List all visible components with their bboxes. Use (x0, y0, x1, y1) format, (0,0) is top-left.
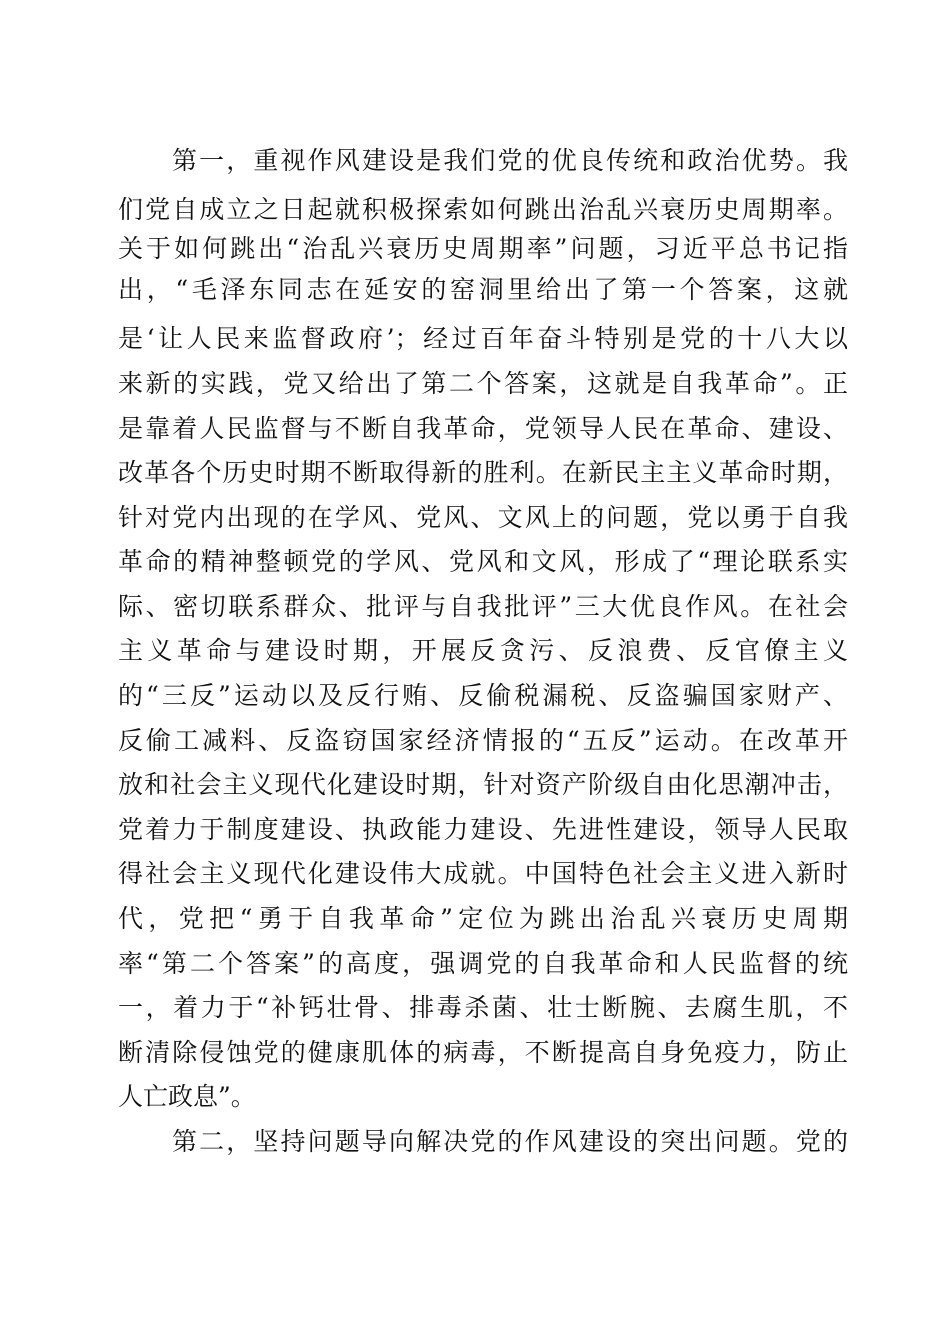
paragraph-1-line-6: 来新的实践，党又给出了第二个答案，这就是自我革命”。正 (118, 369, 848, 398)
paragraph-1-line-4: 出，“毛泽东同志在延安的窑洞里给出了第一个答案，这就 (118, 275, 848, 304)
paragraph-1-line-3: 关于如何跳出“治乱兴衰历史周期率”问题，习近平总书记指 (118, 234, 848, 263)
paragraph-1-line-2: 们党自成立之日起就积极探索如何跳出治乱兴衰历史周期率。 (118, 195, 848, 224)
paragraph-1-line-14: 反偷工减料、反盗窃国家经济情报的“五反”运动。在改革开 (118, 726, 848, 755)
paragraph-1-line-17: 得社会主义现代化建设伟大成就。中国特色社会主义进入新时 (118, 859, 848, 888)
paragraph-2-line-1: 第二，坚持问题导向解决党的作风建设的突出问题。党的 (172, 1127, 848, 1156)
paragraph-1-line-16: 党着力于制度建设、执政能力建设、先进性建设，领导人民取 (118, 815, 848, 844)
paragraph-1-line-18: 代，党把“勇于自我革命”定位为跳出治乱兴衰历史周期 (118, 904, 848, 933)
paragraph-1-line-21: 断清除侵蚀党的健康肌体的病毒，不断提高自身免疫力，防止 (118, 1038, 848, 1067)
paragraph-1-line-5: 是‘让人民来监督政府’；经过百年奋斗特别是党的十八大以 (118, 324, 848, 353)
paragraph-1-line-20: 一，着力于“补钙壮骨、排毒杀菌、壮士断腕、去腐生肌，不 (118, 993, 848, 1022)
paragraph-1-line-11: 际、密切联系群众、批评与自我批评”三大优良作风。在社会 (118, 592, 848, 621)
paragraph-1-line-7: 是靠着人民监督与不断自我革命，党领导人民在革命、建设、 (118, 414, 848, 443)
paragraph-1-line-9: 针对党内出现的在学风、党风、文风上的问题，党以勇于自我 (118, 503, 848, 532)
paragraph-1-line-15: 放和社会主义现代化建设时期，针对资产阶级自由化思潮冲击， (118, 770, 848, 799)
paragraph-1-line-22: 人亡政息”。 (118, 1082, 256, 1111)
paragraph-1-line-10: 革命的精神整顿党的学风、党风和文风，形成了“理论联系实 (118, 547, 848, 576)
paragraph-1-line-13: 的“三反”运动以及反行贿、反偷税漏税、反盗骗国家财产、 (118, 681, 848, 710)
paragraph-1-line-19: 率“第二个答案”的高度，强调党的自我革命和人民监督的统 (118, 949, 848, 978)
paragraph-1-line-1: 第一，重视作风建设是我们党的优良传统和政治优势。我 (172, 146, 848, 175)
paragraph-1-line-8: 改革各个历史时期不断取得新的胜利。在新民主主义革命时期， (118, 458, 848, 487)
paragraph-1-line-12: 主义革命与建设时期，开展反贪污、反浪费、反官僚主义 (118, 636, 848, 665)
